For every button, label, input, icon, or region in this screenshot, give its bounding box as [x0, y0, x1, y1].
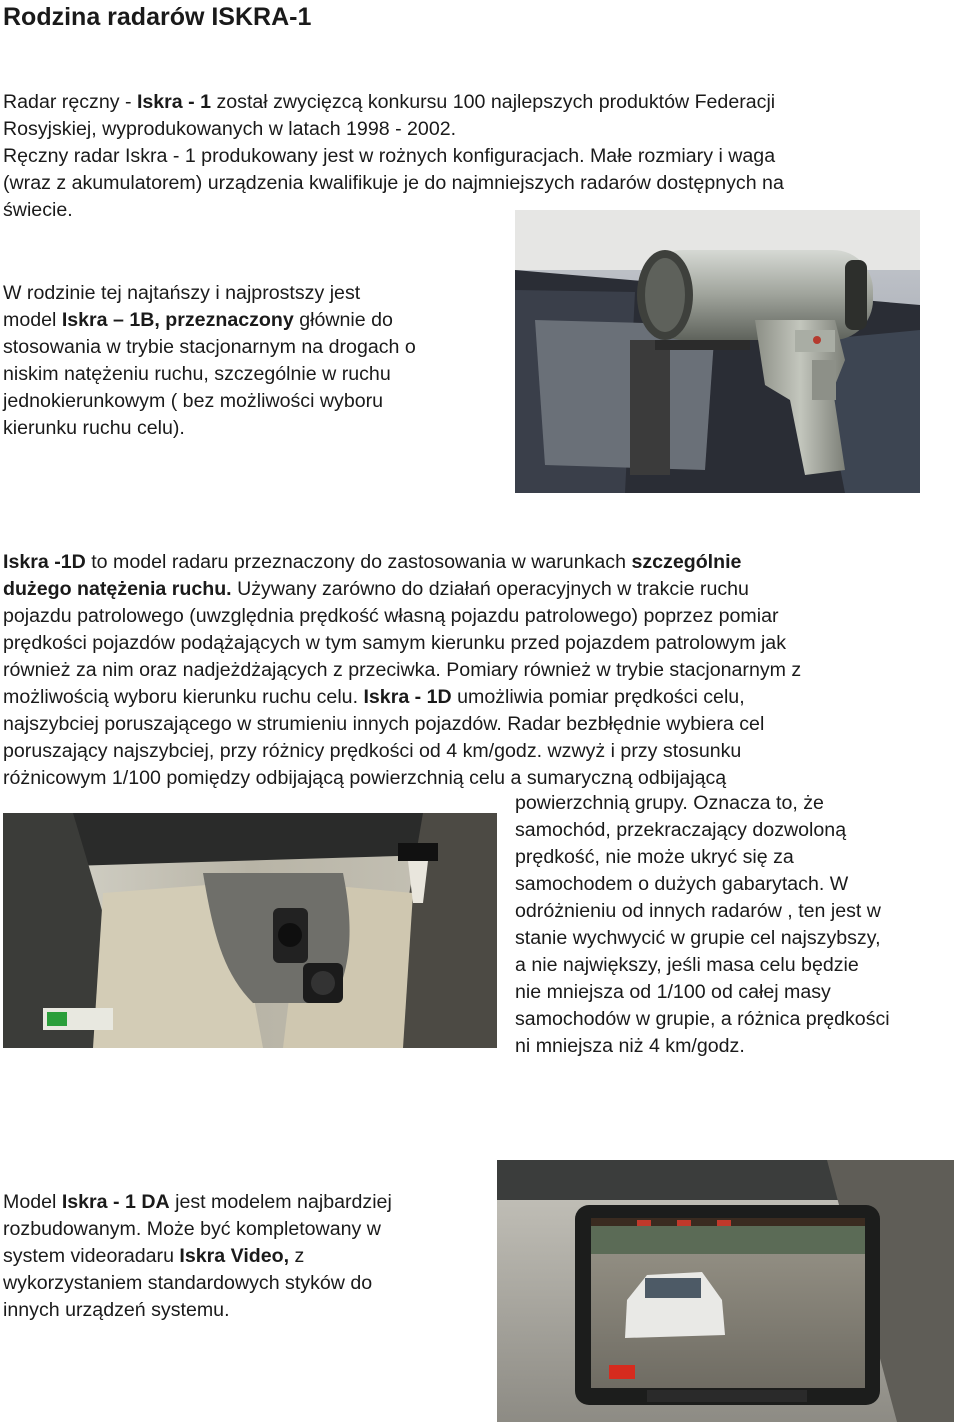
- intro-line: świecie.: [3, 199, 73, 221]
- intro-line: (wraz z akumulatorem) urządzenia kwalifikuje je do najmniejszych radarów dostępnych na: [3, 172, 784, 194]
- iskra-1d-paragraph: Iskra -1D to model radaru przeznaczony do zastosowania w warunkach szczególnie dużego natężenia ruchu. Używany zarówno do działań operacyjnych w trakcie ruchu pojazdu patrolowego (uwzględnia prędkość własną pojazdu patrolowego) poprzez pomiar prędkości pojazdów podążających w tym samym kierunku przed pojazdem patrolowym jak również za nim oraz nadjeżdżających z przeciwka. Pomiary również w trybie stacjonarnym z możliwością wyboru kierunku ruchu celu. Iskra - 1D umożliwia pomiar prędkości celu, najszybciej poruszającego w strumieniu innych pojazdów. Radar bezbłędnie wybiera cel poruszający najszybciej, przy różnicy prędkości od 4 km/godz. wzwyż i przy stosunku różnicowym 1/100 pomiędzy odbijającą powierzchnią celu a sumaryczną odbijającą: [3, 551, 802, 789]
- iskra-1b-paragraph: W rodzinie tej najtańszy i najprostszy jest model Iskra – 1B, przeznaczony głównie do stosowania w trybie stacjonarnym na drogach o niskim natężeniu ruchu, szczególnie w ruchu jednokierunkowym ( bez możliwości wyboru kierunku ruchu celu).: [3, 282, 416, 439]
- video-radar-monitor-image: [497, 1160, 954, 1422]
- iskra-1d-continued: powierzchnią grupy. Oznacza to, że samochód, przekraczający dozwoloną prędkość, nie może ukryć się za samochodem o dużych gabarytach. W odróżnieniu od innych radarów , ten jest w stanie wychwycić w grupie cel najszybszy, a nie największy, jeśli masa celu będzie nie mniejsza od 1/100 od całej masy samochodów w grupie, a różnica prędkości ni mniejsza niż 4 km/godz.: [515, 792, 890, 1057]
- car-interior-radar-photo: [3, 813, 497, 1048]
- car-interior-image: [3, 813, 497, 1048]
- video-radar-monitor-photo: [497, 1160, 954, 1422]
- page-title: Rodzina radarów ISKRA-1: [3, 3, 312, 31]
- radar-handheld-image: [515, 210, 920, 493]
- radar-handheld-photo: [515, 210, 920, 493]
- intro-paragraph: [3, 89, 958, 224]
- intro-line: Ręczny radar Iskra - 1 produkowany jest w rożnych konfiguracjach. Małe rozmiary i waga: [3, 145, 776, 167]
- intro-line: Radar ręczny - Iskra - 1 został zwycięzcą konkursu 100 najlepszych produktów Federacji: [3, 91, 776, 113]
- iskra-1da-paragraph: Model Iskra - 1 DA jest modelem najbardziej rozbudowanym. Może być kompletowany w system videoradaru Iskra Video, z wykorzystaniem standardowych styków do innych urządzeń systemu.: [3, 1191, 392, 1321]
- intro-line: Rosyjskiej, wyprodukowanych w latach 1998 - 2002.: [3, 118, 457, 140]
